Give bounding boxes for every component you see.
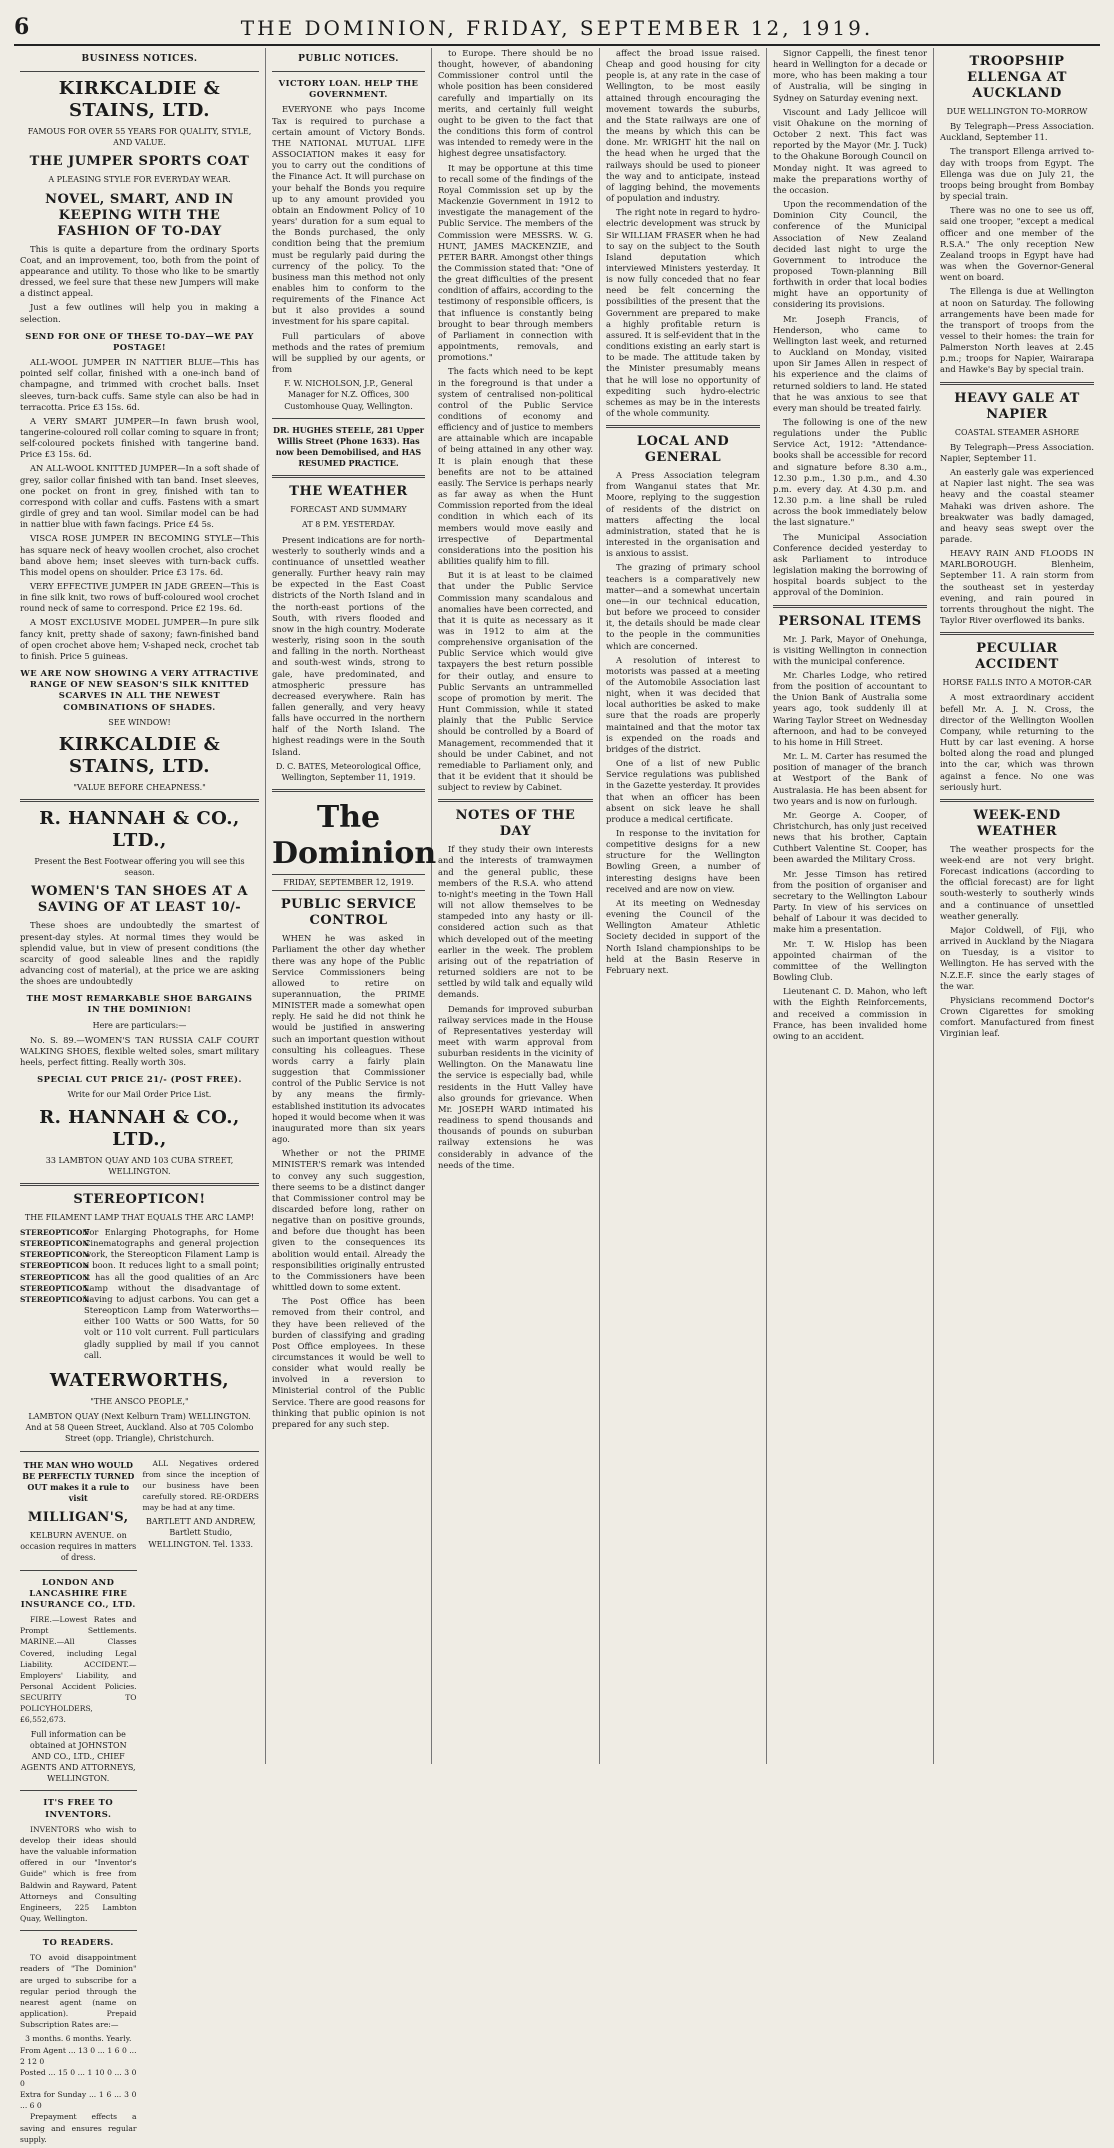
news-paragraph: The Ellenga is due at Wellington at noon on Saturday. The following arrangements have been made for the transport of troops from the vessel to their homes: the train for Palmerston North leaves at 2.45 p.m.; troops for Napier, Wairarapa and Hawke's Bay by special train. xyxy=(940,286,1094,375)
ad-heading: STEREOPTICON! xyxy=(73,1191,206,1207)
local-paragraph: A resolution of interest to motorists was passed at a meeting of the Automobile Association last night, when it was decided that local authorities be asked to make sure that the roads are properly maintained and that the motor tax is expended on the roads and bridges of the district. xyxy=(606,654,760,754)
local-paragraph: A Press Association telegram from Wanganui states that Mr. Moore, replying to the suggestion of residents of the district on matters affecting the local administration, stated that he is interested in the organisation and is anxious to assist. xyxy=(606,470,760,559)
divider xyxy=(20,1183,259,1186)
news-paragraph: An easterly gale was experienced at Napier last night. The sea was heavy and the coastal steamer Mahaki was driven ashore. The breakwater was badly damaged, and heavy seas swept over the parade. xyxy=(940,467,1094,544)
divider xyxy=(272,71,425,72)
rates-row: From Agent ... 13 0 ... 1 6 0 ... 2 12 0 xyxy=(20,2045,137,2066)
ad-callout: SEE WINDOW! xyxy=(108,717,171,727)
news-subheading: COASTAL STEAMER ASHORE xyxy=(954,427,1080,437)
ad-text: Present the Best Footwear offering you will see this season. xyxy=(34,857,245,878)
page-columns xyxy=(14,48,1100,2144)
column-business-notices xyxy=(14,48,266,2144)
ad-subheading: THE FILAMENT LAMP THAT EQUALS THE ARC LAMP! xyxy=(24,1212,255,1222)
ad-text: Here are particulars:— xyxy=(92,1020,187,1030)
news-paragraph: The transport Ellenga arrived to-day with troops from Egypt. The Ellenga was due on July 21, the troops being brought from Bombay by special train. xyxy=(940,146,1094,202)
weather-heading: THE WEATHER xyxy=(289,484,408,500)
ad-item: A VERY SMART JUMPER—In fawn brush wool, tangerine-coloured roll collar coming to square in front; self-coloured pockets finished with tangerine band. Price £3 15s. 6d. xyxy=(20,415,259,460)
local-paragraph: The following is one of the new regulations under the Public Service Act, 1912: "Attendance-books shall be accessible for record and signature before 8.30 a.m., 12.30 p.m., 1.30 p.m., and 4.30 p.m. every day. At 4.30 p.m. and 12.30 p.m. a line shall be ruled across the book immediately below the last signature." xyxy=(773,417,927,528)
ad-item: ALL-WOOL JUMPER IN NATTIER BLUE—This has pointed self collar, finished with a one-inch band of champagne, and trimmed with crochet balls. Inset sleeves, turn-back cuffs. Same style can also be had in terracotta. Price £3 15s. 6d. xyxy=(20,357,259,412)
weather-text: Present indications are for north-westerly to southerly winds and a continuance of unsettled weather generally. Further heavy rain may be expected in the East Coast districts of the North Island and in the north-east portions of the South, with rivers flooded and snow in the high country. Moderate westerly, rising soon in the south and falling in the north. Northeast and south-west winds, strong to gale, have predominated, and atmospheric pressure has decreased everywhere. Rain has fallen generally, and very heavy falls have occurred in the northern half of the North Island. The highest readings were in the South Island. xyxy=(272,534,425,757)
ad-text: ALL Negatives ordered from since the inception of our business have been carefully stored. RE-ORDERS may be had at any time. xyxy=(142,1458,259,1513)
editorial-paragraph: Whether or not the PRIME MINISTER'S remark was intended to convey any such suggestion, there seems to be a distinct danger that Commissioner control may be discarded before long, rather on negative than on positive grounds, and before due thought has been given to the consequences its abolition would entail. Already the responsibilities originally entrusted to the Commissioners have been whittled down to some extent. xyxy=(272,1148,425,1293)
ad-text: This is quite a departure from the ordinary Sports Coat, and an improvement, too, both from the point of appearance and utility. To those who like to be smartly dressed, we feel sure that these new Jumpers will make a distinct appeal. xyxy=(20,243,259,299)
news-paragraph: Physicians recommend Doctor's Crown Cigarettes for smoking comfort. Manufactured from finest Virginian leaf. xyxy=(940,994,1094,1039)
news-heading: PECULIAR ACCIDENT xyxy=(975,641,1059,673)
divider xyxy=(20,71,259,72)
ad-callout: THE MOST REMARKABLE SHOE BARGAINS IN THE DOMINION! xyxy=(26,993,253,1015)
ad-item: No. S. 89.—WOMEN'S TAN RUSSIA CALF COURT WALKING SHOES, flexible welted soles, smart military heels, perfect fitting. Really worth 30s. xyxy=(20,1034,259,1068)
rates-row: Extra for Sunday ... 1 6 ... 3 0 ... 6 0 xyxy=(20,2090,137,2111)
ad-text: For Enlarging Photographs, for Home Cinematographs and general projection work, the Stereopticon Filament Lamp is a boon. It reduces light to a small point; it has all the good qualities of an Arc Lamp without the disadvantage of having to adjust carbons. You can get a Stereopticon Lamp from Waterworths—either 100 Watts or 500 Watts, for 50 volt or 110 volt current. Full particulars gladly supplied by mail if you cannot call. xyxy=(84,1227,259,1360)
ad-item: VISCA ROSE JUMPER IN BECOMING STYLE—This has square neck of heavy woollen crochet, also crochet band above hem; inset sleeves with turn-back cuffs. This model opens on shoulder. Price £3 17s. 6d. xyxy=(20,533,259,577)
news-paragraph: By Telegraph—Press Association. Auckland, September 11. xyxy=(940,121,1094,143)
notes-paragraph: If they study their own interests and the interests of tramwaymen and the general public, these members of the R.S.A. who attend to-night's meeting in the Town Hall will not allow themselves to be stampeded into any hasty or ill-considered action such as that which developed out of the meeting earlier in the week. The problem arising out of the repatriation of returned soldiers are not to be settled by wild talk and equally wild demands. xyxy=(438,844,593,1000)
advertiser-name: R. HANNAH & CO., LTD., xyxy=(39,808,240,852)
notes-paragraph: affect the broad issue raised. Cheap and good housing for city people is, at any rate in the case of Wellington, to be most easily attained through encouraging the movement towards the suburbs, and the State railways are one of the means by which this can be done. Mr. WRIGHT hit the nail on the head when he urged that the railways should be used to pioneer the way and to anticipate, instead of lagging behind, the movements of population and industry. xyxy=(606,48,760,204)
editorial-paragraph: The facts which need to be kept in the foreground is that under a system of centralised non-political control of the Public Service conditions of economy and efficiency and of justice to members are attainable which are incapable of being attained in any other way. It is plain enough that these benefits are not to be attained easily. The Service is perhaps nearly as far away as when the Hunt Commission reported from the ideal condition in which each of its members would move easily and irrespective of Departmental considerations into the position his abilities qualify him to fill. xyxy=(438,366,593,567)
ad-text: These shoes are undoubtedly the smartest of present-day styles. At normal times they would be splendid value, but in view of present conditions (the scarcity of good saleable lines and the rapidly advancing cost of material), at the price we are asking the shoes are undoubtedly xyxy=(20,920,259,987)
news-heading: WEEK-END WEATHER xyxy=(973,807,1061,839)
ad-tagline: "VALUE BEFORE CHEAPNESS." xyxy=(73,782,206,792)
ad-address: 33 LAMBTON QUAY AND 103 CUBA STREET, WELLINGTON. xyxy=(45,1155,234,1176)
ad-text: Prepayment effects a saving and ensures regular supply. xyxy=(20,2112,137,2144)
divider xyxy=(438,799,593,802)
ad-text: THE MAN WHO WOULD BE PERFECTLY TURNED OUT makes it a rule to visit xyxy=(22,1459,135,1503)
notice-signature: F. W. NICHOLSON, J.P., General Manager for N.Z. Offices, 300 Customhouse Quay, Wellington. xyxy=(284,379,413,411)
news-paragraph: There was no one to see us off, said one trooper, "except a medical officer and one member of the R.S.A." The only reception New Zealand troops in Egypt have had was when the Governor-General went on board. xyxy=(940,205,1094,283)
divider xyxy=(20,1451,259,1452)
local-paragraph: In response to the invitation for competitive designs for a new structure for the Wellington Bowling Green, a number of interesting designs have been received and are now on view. xyxy=(606,828,760,894)
weather-signature: D. C. BATES, Meteorological Office, Wellington, September 11, 1919. xyxy=(275,761,422,782)
ad-item: A MOST EXCLUSIVE MODEL JUMPER—In pure silk fancy knit, pretty shade of saxony; fawn-finished band of open crochet above hem; V-shaped neck, crochet tab to finish. Price 5 guineas. xyxy=(20,617,259,661)
ad-heading: IT'S FREE TO INVENTORS. xyxy=(43,1797,114,1819)
advertiser-name: MILLIGAN'S, xyxy=(27,1510,129,1526)
news-paragraph: By Telegraph—Press Association. Napier, September 11. xyxy=(940,441,1094,463)
personal-paragraph: Mr. L. M. Carter has resumed the position of manager of the branch at Westport of the Bank of Australasia. He has been absent for two years and is now on furlough. xyxy=(773,751,927,806)
ad-item: AN ALL-WOOL KNITTED JUMPER—In a soft shade of grey, sailor collar finished with tan band. Inset sleeves, one pocket on front in grey, finished with tan to correspond with collar and cuffs. Fastens with a smart girdle of grey and tan wool. Similar model can be had in nattier blue with fawn facings. Price £4 5s. xyxy=(20,463,259,530)
ad-address: BARTLETT AND ANDREW, Bartlett Studio, WELLINGTON. Tel. 1333. xyxy=(145,1517,256,1549)
ad-text: Write for our Mail Order Price List. xyxy=(67,1090,212,1100)
ad-address: Full information can be obtained at JOHNSTON AND CO., LTD., CHIEF AGENTS AND ATTORNEYS, WELLINGTON. xyxy=(20,1729,136,1784)
ad-heading: TO READERS. xyxy=(42,1937,114,1948)
divider xyxy=(606,425,760,428)
personal-paragraph: Mr. Charles Lodge, who retired from the position of accountant to the Union Bank of Australia some years ago, took suddenly ill at Waring Taylor Street on Wednesday afternoon, and had to be conveyed to his home in Hill Street. xyxy=(773,669,927,747)
column-public-notices xyxy=(266,48,437,1764)
weather-subheading: FORECAST AND SUMMARY xyxy=(290,505,407,515)
column-editorial xyxy=(432,48,600,1764)
ad-address: LAMBTON QUAY (Next Kelburn Tram) WELLINGTON. And at 58 Queen Street, Auckland. Also at 705 Colombo Street (opp. Triangle), Christchurch. xyxy=(25,1412,254,1444)
stereo-word: STEREOPTICON xyxy=(20,1250,90,1260)
ad-callout: WE ARE NOW SHOWING A VERY ATTRACTIVE RANGE OF NEW SEASON'S SILK KNITTED SCARVES IN ALL THE NEWEST COMBINATIONS OF SHADES. xyxy=(20,668,259,712)
notes-heading: NOTES OF THE DAY xyxy=(455,808,576,840)
personal-heading: PERSONAL ITEMS xyxy=(778,613,922,629)
divider xyxy=(20,1570,137,1571)
stereo-word: STEREOPTICON xyxy=(20,1261,90,1271)
news-subheading: HORSE FALLS INTO A MOTOR-CAR xyxy=(942,678,1092,688)
ad-right-column xyxy=(143,1458,260,2148)
news-paragraph: HEAVY RAIN AND FLOODS IN MARLBOROUGH. Blenheim, September 11. A rain storm from the southeast set in yesterday evening, and rain poured in torrents throughout the night. The Taylor River overflowed its banks. xyxy=(940,548,1094,626)
column-personal-items xyxy=(767,48,934,1764)
news-paragraph: Major Coldwell, of Fiji, who arrived in Auckland by the Niagara on Tuesday, is a visitor to Wellington. He has served with the N.Z.E.F. since the early stages of the war. xyxy=(940,924,1094,991)
ad-left-column xyxy=(20,1458,137,2148)
divider xyxy=(272,418,425,419)
divider xyxy=(940,799,1094,802)
personal-paragraph: Mr. J. Park, Mayor of Onehunga, is visiting Wellington in connection with the municipal conference. xyxy=(773,633,927,666)
divider xyxy=(940,632,1094,635)
ad-text: INVENTORS who wish to develop their ideas should have the valuable information offered in our "Inventor's Guide" which is free from Baldwin and Rayward, Patent Attorneys and Consulting Engineers, 225 Lambton Quay, Wellington. xyxy=(20,1824,137,1923)
divider xyxy=(20,1930,137,1931)
editorial-paragraph: It may be opportune at this time to recall some of the findings of the Royal Commission set up by the Mackenzie Government in 1912 to investigate the management of the Public Service. The members of the Commission were MESSRS. W. G. HUNT, JAMES MACKENZIE, and PETER BARR. Amongst other things the Commission stated that: "One of the great difficulties of the present condition of affairs, according to the testimony of responsible officers, is that influence is constantly being brought to bear through members of Parliament in connection with appointments, removals, and promotions." xyxy=(438,162,594,363)
stereo-word: STEREOPTICON xyxy=(20,1272,90,1282)
section-heading: BUSINESS NOTICES. xyxy=(81,54,198,64)
editorial-heading: PUBLIC SERVICE CONTROL xyxy=(280,897,417,929)
personal-paragraph: Lieutenant C. D. Mahon, who left with the Eighth Reinforcements, and received a commission in France, has been invalided home owing to an accident. xyxy=(773,986,927,1041)
page-number: 6 xyxy=(14,14,30,40)
local-paragraph: At its meeting on Wednesday evening the Council of the Wellington Amateur Athletic Society decided in support of the North Island championships to be held at the Basin Reserve in February next. xyxy=(606,897,760,975)
stereo-word: STEREOPTICON xyxy=(20,1294,90,1304)
masthead xyxy=(14,10,1100,46)
personal-paragraph: Mr. Jesse Timson has retired from the position of organiser and secretary to the Wellington Labour Party. In view of his services on behalf of Labour it was decided to make him a presentation. xyxy=(773,868,927,935)
ad-heading: WOMEN'S TAN SHOES AT A SAVING OF AT LEAST 10/- xyxy=(31,884,248,916)
notice-text: EVERYONE who pays Income Tax is required to purchase a certain amount of Victory Bonds. THE NATIONAL MUTUAL LIFE ASSOCIATION makes it easy for you to carry out the conditions of the Finance Act. It will purchase on your behalf the Bonds you require up to any amount provided you obtain an Endowment Policy of 10 years' duration for a sum equal to the Bonds purchased, the only condition being that the premium must be regularly paid during the currency of the policy. To the business man this method not only enables him to conform to the requirements of the Finance Act but it also provides a sound investment for his spare capital. xyxy=(272,104,425,327)
section-heading: PUBLIC NOTICES. xyxy=(298,54,399,64)
local-paragraph: Viscount and Lady Jellicoe will visit Ohakune on the morning of October 2 next. This fact was reported by the Mayor (Mr. J. Tuck) to the Ohakune Borough Council on Monday night. It was agreed to make the preparations worthy of the occasion. xyxy=(773,106,927,195)
local-paragraph: The Municipal Association Conference decided yesterday to ask Parliament to introduce legislation making the borrowing of hospital boards subject to the approval of the Dominion. xyxy=(773,531,927,598)
notice-text: DR. HUGHES STEELE, 281 Upper Willis Street (Phone 1633). Has now been Demobilised, and HAS RESUMED PRACTICE. xyxy=(273,424,424,469)
ad-text: Just a few outlines will help you in making a selection. xyxy=(20,302,259,324)
news-paragraph: A most extraordinary accident befell Mr. A. J. N. Cross, the director of the Wellington Woollen Company, while returning to the Hutt by car last evening. A horse bolted along the road and plunged into the car, which was thrown against a fence. No one was seriously hurt. xyxy=(940,692,1094,792)
split-ads xyxy=(20,1458,259,2148)
news-heading: HEAVY GALE AT NAPIER xyxy=(954,390,1080,422)
divider xyxy=(272,475,425,478)
ad-heading: THE JUMPER SPORTS COAT xyxy=(29,154,250,170)
weather-time: AT 8 P.M. YESTERDAY. xyxy=(302,520,395,530)
column-local-general xyxy=(600,48,767,1764)
ad-text: TO avoid disappointment readers of "The Dominion" are urged to subscribe for a regular period through the nearest agent (name on application). Prepaid Subscription Rates are:— xyxy=(20,1953,137,2030)
editorial-paragraph: to Europe. There should be no thought, however, of abandoning Commissioner control until the whole position has been considered carefully and impartially on its merits, and certainly full weight ought to be given to the fact that the conditions this form of control was intended to remedy were in the highest degree unsatisfactory. xyxy=(438,48,593,159)
stereo-ad-body xyxy=(20,1227,259,1364)
divider xyxy=(773,605,927,608)
ad-tagline: "THE ANSCO PEOPLE," xyxy=(90,1396,189,1406)
ad-text: FIRE.—Lowest Rates and Prompt Settlements. MARINE.—All Classes Covered, including Legal Liability. ACCIDENT.—Employers' Liability, and Personal Accident Policies. SECURITY TO POLICYHOLDERS, £6,552,673. xyxy=(20,1615,137,1725)
stereo-word: STEREOPTICON xyxy=(20,1283,90,1293)
newspaper-nameplate: The Dominion xyxy=(272,800,437,872)
local-paragraph: Signor Cappelli, the finest tenor heard in Wellington for a decade or more, who has been making a tour of Australia, will be singing in Sydney on Saturday evening next. xyxy=(773,48,927,103)
ad-heading: NOVEL, SMART, AND IN KEEPING WITH THE FASHION OF TO-DAY xyxy=(45,191,234,239)
advertiser-name: WATERWORTHS, xyxy=(49,1369,230,1391)
ad-heading: LONDON AND LANCASHIRE FIRE INSURANCE CO., LTD. xyxy=(20,1576,136,1609)
divider xyxy=(20,1790,137,1791)
local-paragraph: The grazing of primary school teachers is a comparatively new matter—and a somewhat uncertain one—in our technical education, but before we proceed to consider it, the details should be made clear to the people in the communities which are concerned. xyxy=(606,562,760,651)
divider xyxy=(20,799,259,802)
editorial-paragraph: The Post Office has been removed from their control, and they have been relieved of the burden of classifying and grading Post Office employees. In these circumstances it would be well to consider what would really be involved in a reversion to Ministerial control of the Public Service. There are good reasons for thinking that public opinion is not prepared for any such step. xyxy=(272,1296,425,1429)
news-paragraph: The weather prospects for the week-end are not very bright. Forecast indications (according to the official forecast) are for light south-westerly to southerly winds and a continuance of unsettled weather generally. xyxy=(940,843,1094,921)
divider xyxy=(940,382,1094,385)
ad-item: VERY EFFECTIVE JUMPER IN JADE GREEN—This is in fine silk knit, two rows of buff-coloured wool crochet round neck of same to correspond. Price £2 19s. 6d. xyxy=(20,581,259,614)
local-paragraph: Upon the recommendation of the Dominion City Council, the conference of the Municipal Association of New Zealand decided last night to urge the Government to introduce the proposed Town-planning Bill forthwith in order that local bodies might have an opportunity of considering its provisions. xyxy=(773,199,927,310)
notice-heading: VICTORY LOAN. HELP THE GOVERNMENT. xyxy=(278,78,419,100)
ad-tagline: FAMOUS FOR OVER 55 YEARS FOR QUALITY, STYLE, AND VALUE. xyxy=(27,127,252,148)
rates-row: Posted ... 15 0 ... 1 10 0 ... 3 0 0 xyxy=(20,2067,137,2088)
notes-paragraph: The right note in regard to hydro-electric development was struck by Sir WILLIAM FRASER when he had to say on the subject to the South Island deputation which interviewed Ministers yesterday. It is now fully conceded that no fear need be felt concerning the possibilities of the present that the Government are prepared to make a highly profitable return is assured. It is self-evident that in the conditions existing an early start is to be made. The attitude taken by the Minister presumably means that he will lose no opportunity of expediting such hydro-electric schemes as may be in the interests of the whole community. xyxy=(606,207,760,418)
rates-header: 3 months. 6 months. Yearly. xyxy=(25,2034,132,2044)
local-paragraph: Mr. Joseph Francis, of Henderson, who came to Wellington last week, and returned to Auckland on Monday, visited upon Sir James Allen in respect of his experience and the claims of returned soldiers to land. He stated that he was anxious to see that every man should be treated fairly. xyxy=(773,313,927,413)
advertiser-name: KIRKCALDIE & STAINS, LTD. xyxy=(58,733,221,777)
stereo-word: STEREOPTICON xyxy=(20,1239,90,1249)
newspaper-title: THE DOMINION, FRIDAY, SEPTEMBER 12, 1919. xyxy=(240,16,874,40)
dateline: FRIDAY, SEPTEMBER 12, 1919. xyxy=(272,874,425,891)
notice-text: Full particulars of above methods and the rates of premium will be supplied by our agents, or from xyxy=(272,330,425,375)
ad-address: KELBURN AVENUE. on occasion requires in matters of dress. xyxy=(20,1531,137,1563)
personal-paragraph: Mr. T. W. Hislop has been appointed chairman of the committee of the Wellington Bowling Club. xyxy=(773,938,927,983)
editorial-paragraph: WHEN he was asked in Parliament the other day whether there was any hope of the Public Service Commissioners being allowed to retire on superannuation, the PRIME MINISTER made a somewhat open reply. He said he did not think he would be justified in answering such an important question without consulting his colleagues. These words carry a fairly plain suggestion that Commissioner control of the Public Service is not by any means the firmly-established institution its advocates hoped it would become when it was inaugurated more than six years ago. xyxy=(272,933,425,1145)
notes-paragraph: Demands for improved suburban railway services made in the House of Representatives yesterday will meet with warm approval from suburban residents in the vicinity of Wellington. On the Manawatu line the service is especially bad, while residents in the Hutt Valley have also grounds for grievance. When Mr. JOSEPH WARD intimated his readiness to spend thousands and thousands of pounds on suburban railway extensions he was considerably in advance of the needs of the time. xyxy=(438,1003,593,1170)
local-heading: LOCAL AND GENERAL xyxy=(636,434,730,466)
editorial-paragraph: But it is at least to be claimed that under the Public Service Commission many scandalous and anomalies have been corrected, and that it is quite as necessary as it was in 1912 to aim at the comprehensive organisation of the Public Service which would give taxpayers the best return possible for their outlay, and ensure to Public Servants an untrammelled scope of promotion by merit. The Hunt Commission, while it stated plainly that the Public Service should be controlled by a Board of Management, recommended that it should be under Cabinet, and not remediable to Parliament only, and that it be evident that it should be subject to review by Cabinet. xyxy=(438,570,593,793)
advertiser-name: R. HANNAH & CO., LTD., xyxy=(39,1106,240,1150)
stereo-word-list xyxy=(20,1227,90,1364)
personal-paragraph: Mr. George A. Cooper, of Christchurch, has only just received news that his brother, Captain Cuthbert Valentine St. Cooper, has been awarded the Military Cross. xyxy=(773,809,927,865)
news-subheading: DUE WELLINGTON TO-MORROW xyxy=(946,107,1088,116)
ad-subheading: A PLEASING STYLE FOR EVERYDAY WEAR. xyxy=(48,175,231,185)
local-paragraph: One of a list of new Public Service regulations was published in the Gazette yesterday. It provides that when an officer has been absent on sick leave he shall produce a medical certificate. xyxy=(606,758,760,824)
ad-price: SPECIAL CUT PRICE 21/- (POST FREE). xyxy=(37,1074,242,1085)
divider xyxy=(272,789,425,792)
stereo-word: STEREOPTICON xyxy=(20,1228,90,1237)
advertiser-name: KIRKCALDIE & STAINS, LTD. xyxy=(58,78,221,122)
news-heading: TROOPSHIP ELLENGA AT AUCKLAND xyxy=(967,54,1067,101)
ad-callout: SEND FOR ONE OF THESE TO-DAY—WE PAY POSTAGE! xyxy=(25,330,254,352)
column-news xyxy=(934,48,1100,1764)
